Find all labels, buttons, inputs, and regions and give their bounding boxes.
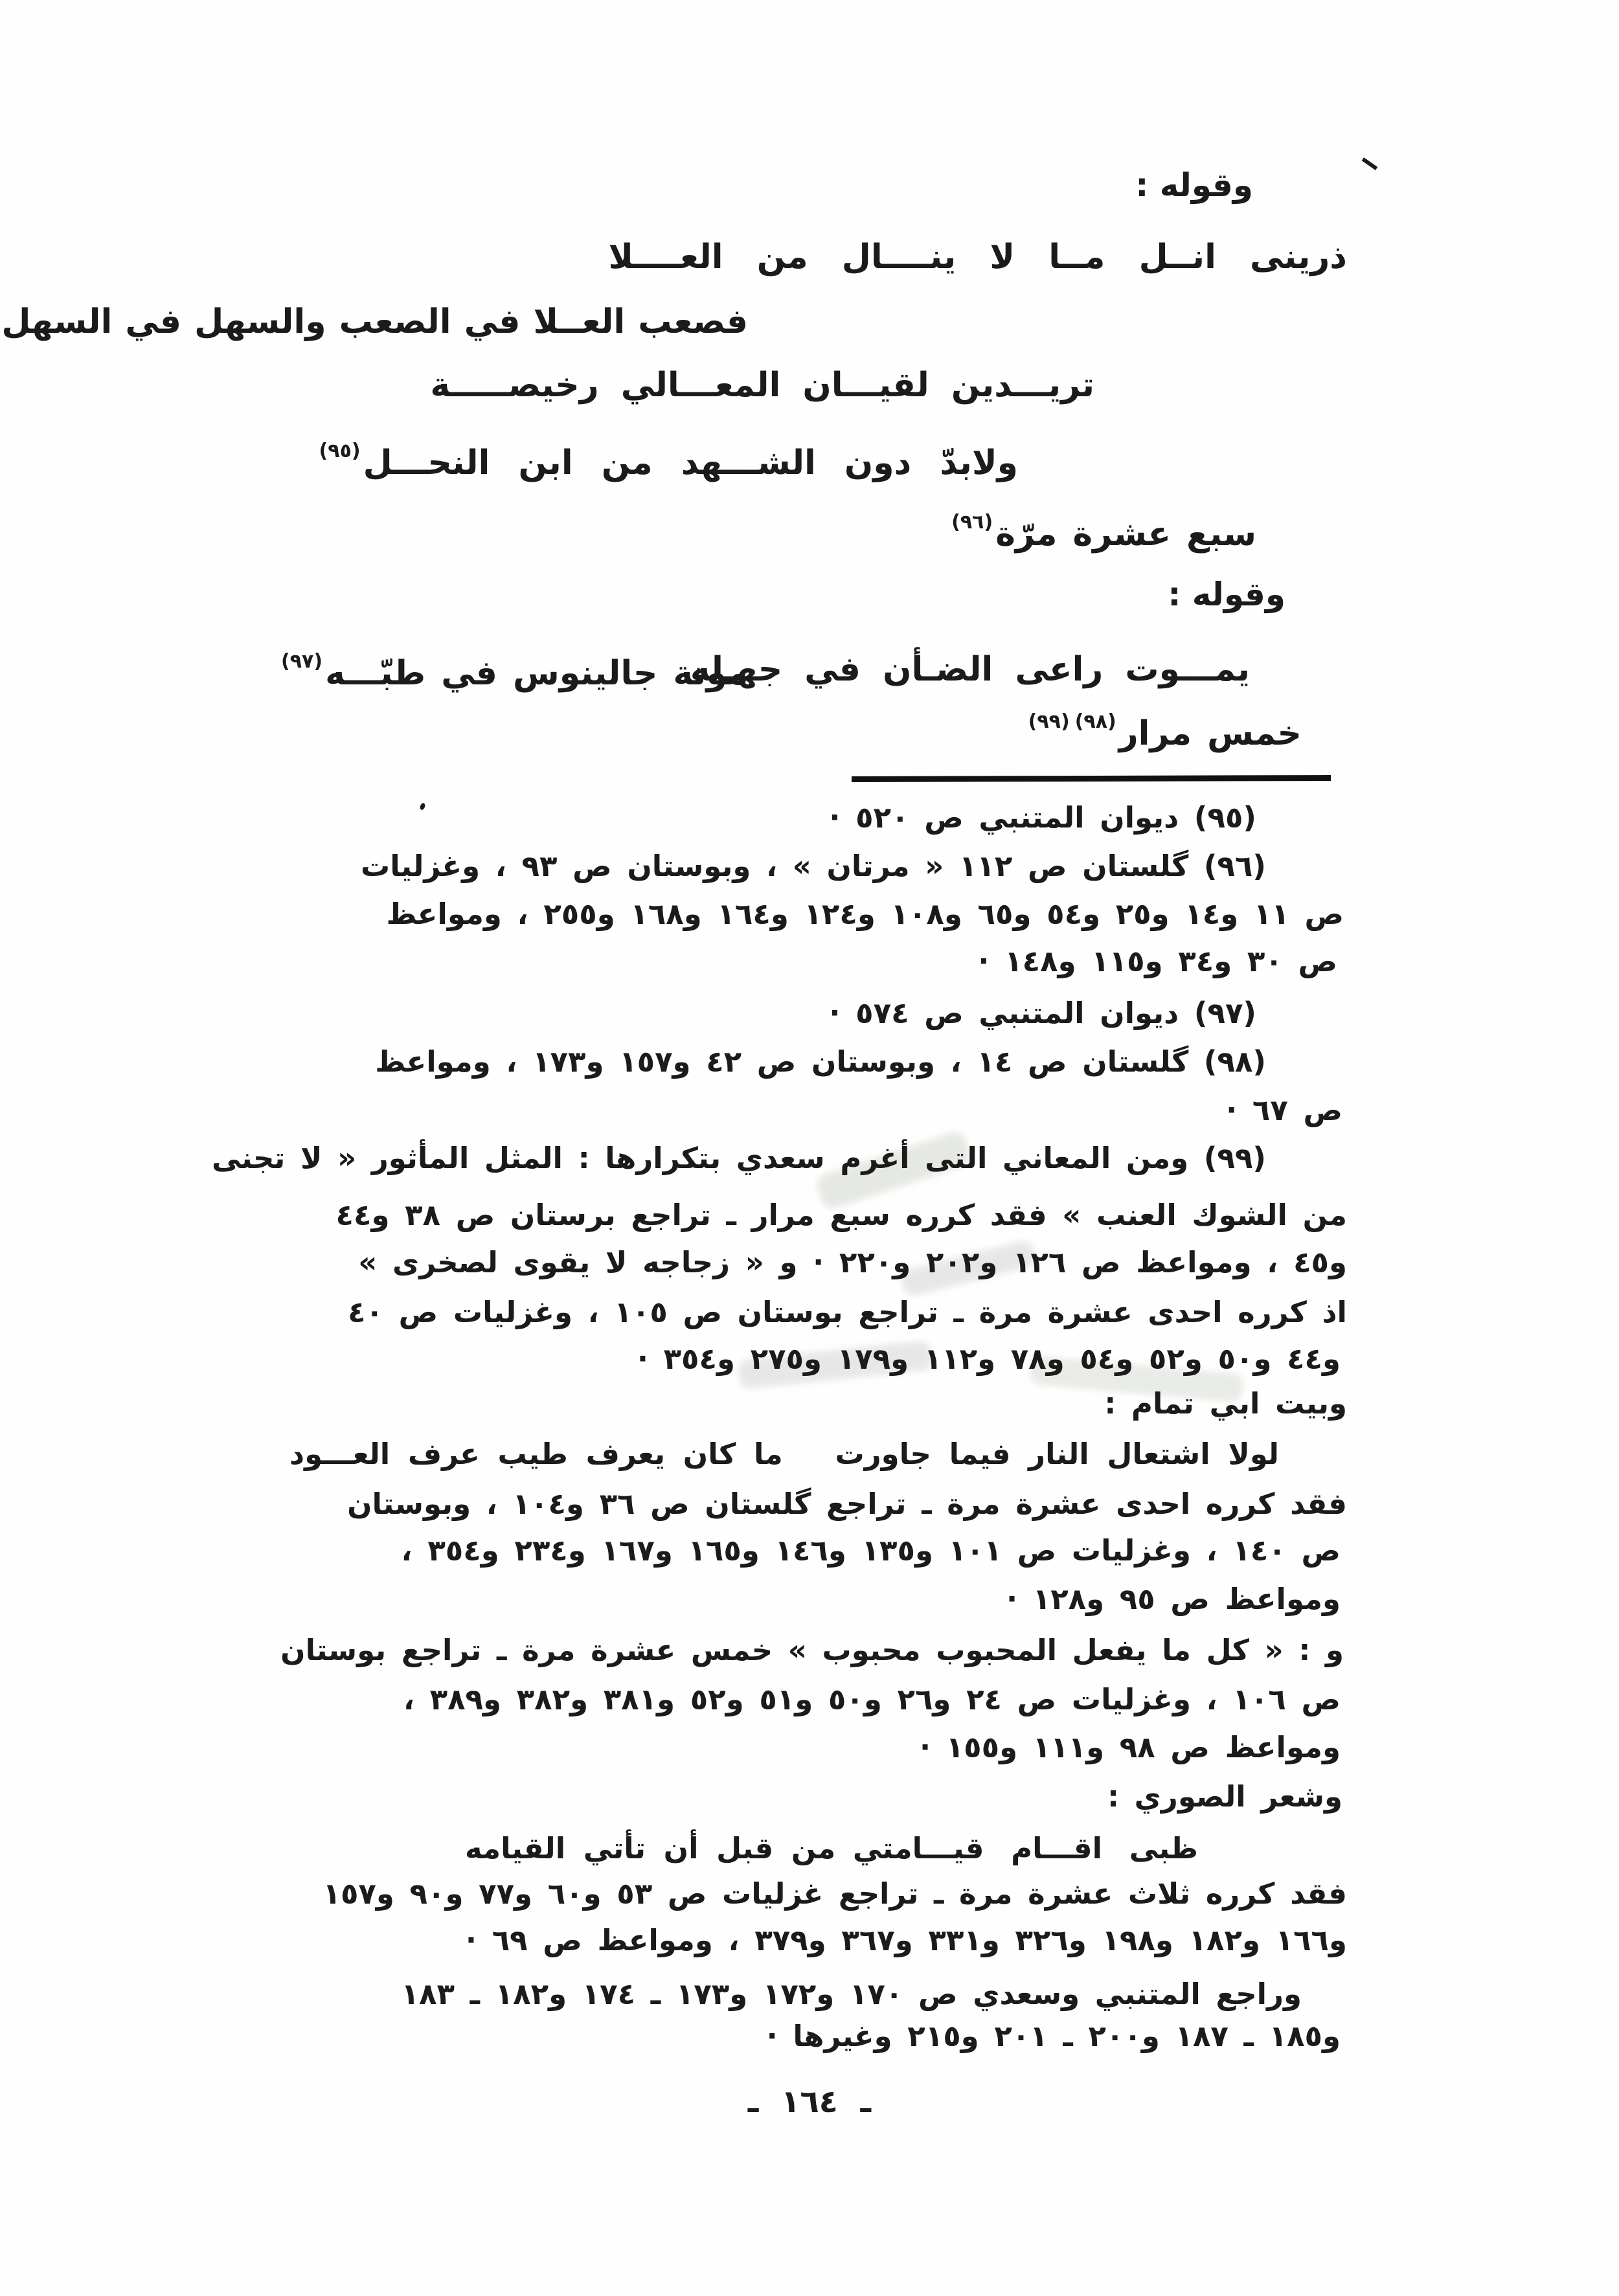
footnote-line-97: (٩٧) ديوان المتنبي ص ٥٧٤ ·: [829, 996, 1256, 1030]
footnote-marker-99: (٩٩): [1028, 710, 1070, 733]
footnote-line-99k: ومواعظ ص ٩٨ و١١١ و١٥٥ ·: [919, 1730, 1341, 1764]
abu-tammam-verse-right: لولا اشتعال النار فيما جاورت: [835, 1437, 1279, 1471]
qawluhu-heading-2: وقوله :: [1168, 576, 1285, 613]
footnote-line-99o: و١٨٥ ـ ١٨٧ و٢٠٠ ـ ٢٠١ و٢١٥ وغيرها ·: [766, 2019, 1341, 2053]
footnote-line-99j: ص ١٠٦ ، وغزليات ص ٢٤ و٢٦ و٥٠ و٥١ و٥٢ و٣٨١ و٣٨٢ و٣٨٩ ،: [403, 1682, 1341, 1716]
footnote-line-99l: فقد كرره ثلاث عشرة مرة ـ تراجع غزليات ص ٥٣ و٦٠ و٧٧ و٩٠ و١٥٧: [323, 1876, 1347, 1911]
footnote-marker-97: (٩٧): [281, 650, 323, 673]
poem2-hemistich-left-text: موتة جالينوس في طبّـــه: [325, 654, 749, 693]
footnote-marker-95: (٩٥): [319, 440, 361, 462]
footnote-line-99n: وراجع المتنبي وسعدي ص ١٧٠ و١٧٢ و١٧٣ ـ ١٧٤ و١٨٢ ـ ١٨٣: [401, 1977, 1302, 2011]
footnote-line-99d: اذ كرره احدى عشرة مرة ـ تراجع بوستان ص ١٠٥ ، وغزليات ص ٤٠: [348, 1295, 1347, 1329]
suri-verse-left: من قبل أن تأتي القيامه: [465, 1831, 836, 1865]
repetition-note-2: [1026, 711, 1302, 754]
poem1-hemistich-2: فصعب العــلا في الصعب والسهل في السهل: [1, 302, 748, 341]
suri-verse-right: ظبى اقـــام قيـــامتي: [852, 1831, 1198, 1865]
footnote-line-99b: من الشوك العنب » فقد كرره سبع مرار ـ تراجع برستان ص ٣٨ و٤٤: [335, 1198, 1347, 1232]
ink-dot: [419, 802, 425, 811]
footnote-line-98b: ص ٦٧ ·: [1226, 1093, 1342, 1127]
poem1-hemistich-4: [317, 440, 1018, 483]
qawluhu-heading-1: وقوله :: [1135, 166, 1253, 204]
footnote-divider: [852, 775, 1331, 782]
footnote-line-96a: (٩٦) گلستان ص ١١٢ « مرتان » ، وبوستان ص ٩٣ ، وغزليات: [361, 849, 1266, 883]
footnote-line-99g: ص ١٤٠ ، وغزليات ص ١٠١ و١٣٥ و١٤٦ و١٦٥ و١٦٧ و٢٣٤ و٣٥٤ ،: [401, 1533, 1341, 1568]
repetition-note-2-text: خمس مرار: [1118, 714, 1302, 753]
footnote-suri-intro: وشعر الصوري :: [1107, 1779, 1342, 1814]
poem2-hemistich-right: يمـــوت راعى الضـأن في جهـله: [690, 650, 1250, 689]
poem1-hemistich-4-text: ولابدّ دون الشـــهد من ابن النحـــل: [363, 444, 1018, 482]
footnote-line-96b: ص ١١ و١٤ و٢٥ و٥٤ و٦٥ و١٠٨ و١٢٤ و١٦٤ و١٦٨ و٢٥٥ ، ومواعظ: [386, 897, 1344, 931]
footnote-line-99i: و : « كل ما يفعل المحبوب محبوب » خمس عشرة مرة ـ تراجع بوستان: [280, 1633, 1344, 1667]
footnote-marker-96: (٩٦): [951, 511, 993, 534]
poem2-hemistich-left: [278, 651, 748, 693]
poem1-hemistich-3: تريـــدين لقيـــان المعـــالي رخيصـــــة: [430, 366, 1094, 405]
repetition-note-1: [949, 512, 1256, 554]
footnote-line-99a: (٩٩) ومن المعاني التى أغرم سعدي بتكرارها : المثل المأثور « لا تجنى: [212, 1141, 1266, 1175]
footnote-line-99f: فقد كرره احدى عشرة مرة ـ تراجع گلستان ص ٣٦ و١٠٤ ، وبوستان: [347, 1487, 1347, 1521]
footnote-line-95: (٩٥) ديوان المتنبي ص ٥٢٠ ·: [829, 800, 1256, 835]
abu-tammam-verse-left: ما كان يعرف طيب عرف العـــود: [289, 1437, 783, 1471]
footnote-line-96c: ص ٣٠ و٣٤ و١١٥ و١٤٨ ·: [978, 944, 1337, 978]
ink-speck: [1362, 157, 1378, 170]
footnote-abu-tammam-intro: وبيت ابي تمام :: [1104, 1386, 1347, 1421]
footnote-line-99e: و٤٤ و٥٠ و٥٢ و٥٤ و٧٨ و١١٢ و١٧٩ و٢٧٥ و٣٥٤ ·: [637, 1342, 1341, 1376]
repetition-note-1-text: سبع عشرة مرّة: [995, 515, 1256, 554]
footnote-line-99c: و٤٥ ، ومواعظ ص ١٢٦ و٢٠٢ و٢٢٠ · و « زجاجه لا يقوى لصخرى »: [358, 1245, 1347, 1279]
footnote-line-99h: ومواعظ ص ٩٥ و١٢٨ ·: [1006, 1582, 1341, 1616]
footnote-line-99m: و١٦٦ و١٨٢ و١٩٨ و٣٢٦ و٣٣١ و٣٦٧ و٣٧٩ ، ومواعظ ص ٦٩ ·: [465, 1923, 1347, 1957]
poem1-hemistich-1: ذرينى انــل مــا لا ينــــال من العــــلا: [608, 238, 1347, 276]
page-number: ـ ١٦٤ ـ: [747, 2084, 872, 2120]
footnote-line-98a: (٩٨) گلستان ص ١٤ ، وبوستان ص ٤٢ و١٥٧ و١٧٣ ، ومواعظ: [375, 1044, 1266, 1079]
footnote-marker-98: (٩٨): [1074, 710, 1116, 733]
